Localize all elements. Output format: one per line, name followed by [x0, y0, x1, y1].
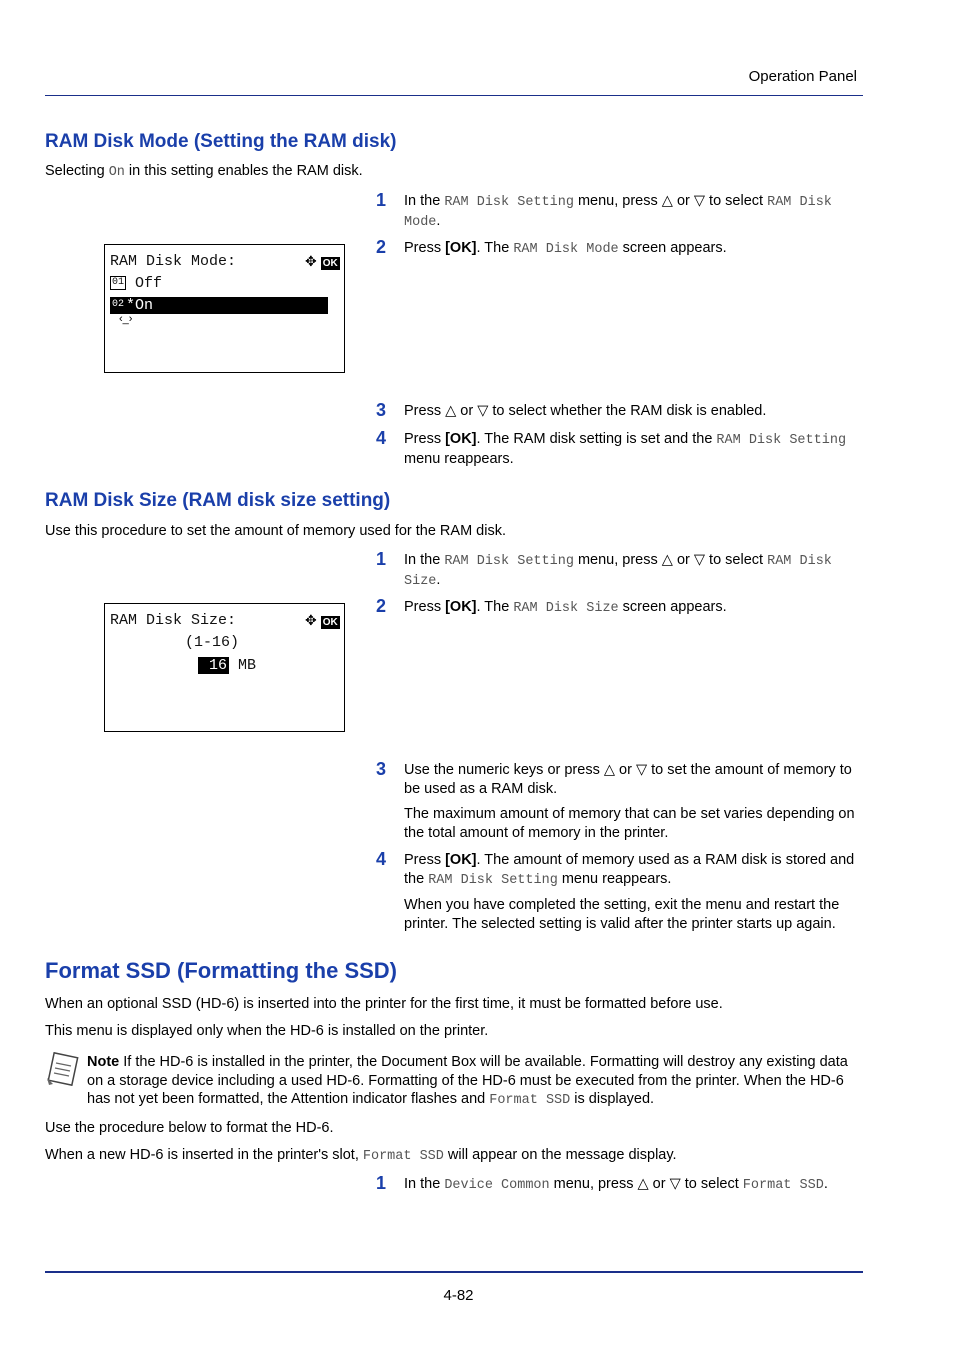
- text: In the: [404, 1176, 445, 1192]
- lcd-option-off: [110, 275, 162, 292]
- step-text: Use the numeric keys or press △ or ▽ to set the amount of memory to be used as a RAM disk.: [404, 762, 852, 797]
- lcd-title: RAM Disk Size:: [110, 612, 237, 629]
- footer-rule: [45, 1271, 863, 1273]
- text: screen appears.: [618, 240, 727, 256]
- lcd-range: (1-16): [185, 634, 240, 651]
- step-text: [404, 1175, 863, 1195]
- note-code: Format SSD: [489, 1093, 571, 1108]
- key-name: [OK]: [445, 240, 477, 256]
- lcd-screen-ram-disk-size: [104, 603, 345, 732]
- step-text: [404, 851, 863, 890]
- text: Press: [404, 240, 446, 256]
- code: Device Common: [444, 1178, 550, 1193]
- option-label: *On: [126, 297, 154, 314]
- section-title-ram-disk-mode: RAM Disk Mode (Setting the RAM disk): [45, 131, 397, 152]
- lcd-option-on: [110, 297, 328, 314]
- step-number: 3: [376, 759, 387, 779]
- step-number: 1: [376, 549, 387, 569]
- key-name: [OK]: [445, 599, 477, 615]
- text: Press: [404, 431, 446, 447]
- option-label: Off: [126, 275, 163, 292]
- step-text: Press △ or ▽ to select whether the RAM disk is enabled.: [404, 403, 767, 419]
- ok-key-icon: OK: [322, 617, 338, 628]
- step-number: 4: [376, 428, 387, 448]
- section-intro: [45, 162, 863, 182]
- text: . The: [476, 599, 514, 615]
- code: RAM Disk Size: [404, 554, 832, 589]
- step-number: 3: [376, 400, 387, 420]
- text: screen appears.: [618, 599, 727, 615]
- note-icon: [45, 1052, 79, 1086]
- text: .: [436, 572, 441, 588]
- option-number-icon: 02: [112, 299, 125, 311]
- lcd-nav-icons: [305, 253, 340, 270]
- text: . The: [476, 240, 514, 256]
- note-block: [87, 1053, 863, 1111]
- step-number: 2: [376, 237, 387, 257]
- text: will appear on the message display.: [443, 1147, 677, 1163]
- running-header: Operation Panel: [748, 68, 857, 85]
- step-number: 2: [376, 596, 387, 616]
- text: In the: [404, 193, 445, 209]
- text: .: [436, 213, 441, 229]
- intro-text: in this setting enables the RAM disk.: [124, 163, 363, 179]
- paragraph: When an optional SSD (HD-6) is inserted into the printer for the first time, it must be formatted before use.: [45, 996, 723, 1012]
- code: RAM Disk Setting: [428, 873, 558, 888]
- four-way-arrow-icon: ✥: [305, 612, 317, 628]
- lcd-title: RAM Disk Mode:: [110, 253, 237, 270]
- step-number: 1: [376, 1173, 387, 1193]
- step-number: 4: [376, 849, 387, 869]
- note-text: If the HD-6 is installed in the printer, the Document Box will be available. Formatting will destroy any existing data on a storage device including a used HD-6. Formatting of the HD-6 must be executed from the printer. When the HD-6 has not yet been formatted, the Attention indicator flashes and: [87, 1054, 848, 1107]
- text: menu, press △ or ▽ to select: [549, 1176, 743, 1192]
- text: menu reappears.: [404, 451, 514, 467]
- text: menu reappears.: [557, 871, 672, 887]
- lcd-screen-ram-disk-mode: [104, 244, 345, 373]
- code: Format SSD: [742, 1178, 824, 1193]
- option-number-icon: 01: [112, 277, 125, 289]
- text: In the: [404, 552, 445, 568]
- paragraph: Use the procedure below to format the HD-6.: [45, 1120, 334, 1136]
- code: RAM Disk Setting: [716, 433, 847, 448]
- step-text: [404, 598, 863, 618]
- step-text: [404, 551, 863, 591]
- intro-text: Selecting: [45, 163, 109, 179]
- step-number: 1: [376, 190, 387, 210]
- step-extra-text: The maximum amount of memory that can be set varies depending on the total amount of memory in the printer.: [404, 806, 855, 841]
- code: Format SSD: [362, 1149, 444, 1164]
- page-number: 4-82: [443, 1287, 474, 1304]
- code: RAM Disk Mode: [404, 195, 832, 230]
- text: menu, press △ or ▽ to select: [573, 193, 768, 209]
- section-title-format-ssd: Format SSD (Formatting the SSD): [45, 958, 398, 983]
- code: RAM Disk Size: [513, 601, 619, 616]
- section-title-ram-disk-size: RAM Disk Size (RAM disk size setting): [45, 490, 391, 511]
- step-text: [404, 430, 863, 469]
- key-name: [OK]: [445, 852, 477, 868]
- ok-key-icon: OK: [322, 258, 338, 269]
- note-text: is displayed.: [570, 1091, 655, 1107]
- text: Press: [404, 599, 446, 615]
- header-rule: [45, 95, 863, 96]
- code: RAM Disk Setting: [444, 195, 574, 210]
- lcd-nav-icons: [305, 612, 340, 629]
- text: .: [823, 1176, 828, 1192]
- text: When a new HD-6 is inserted in the printer's slot,: [45, 1147, 363, 1163]
- note-label: Note: [87, 1054, 120, 1070]
- paragraph: [45, 1146, 863, 1166]
- step-text: [404, 239, 863, 259]
- key-name: [OK]: [445, 431, 477, 447]
- intro-code: On: [108, 165, 125, 180]
- lcd-unit: MB: [229, 657, 257, 674]
- code: RAM Disk Setting: [444, 554, 574, 569]
- code: RAM Disk Mode: [513, 242, 619, 257]
- text: menu, press △ or ▽ to select: [573, 552, 768, 568]
- cursor-indicator-icon: ‹_›: [119, 313, 133, 325]
- lcd-value-row: [198, 657, 256, 674]
- lcd-value: 16: [200, 657, 228, 674]
- text: . The amount of memory used as a RAM disk is stored and the: [404, 852, 855, 887]
- four-way-arrow-icon: ✥: [305, 253, 317, 269]
- section-intro: Use this procedure to set the amount of memory used for the RAM disk.: [45, 523, 506, 539]
- text: . The RAM disk setting is set and the: [476, 431, 717, 447]
- step-extra-text: When you have completed the setting, exit the menu and restart the printer. The selected setting is valid after the printer starts up again.: [404, 897, 840, 932]
- paragraph: This menu is displayed only when the HD-6 is installed on the printer.: [45, 1023, 489, 1039]
- text: Press: [404, 852, 446, 868]
- step-text: [404, 192, 863, 232]
